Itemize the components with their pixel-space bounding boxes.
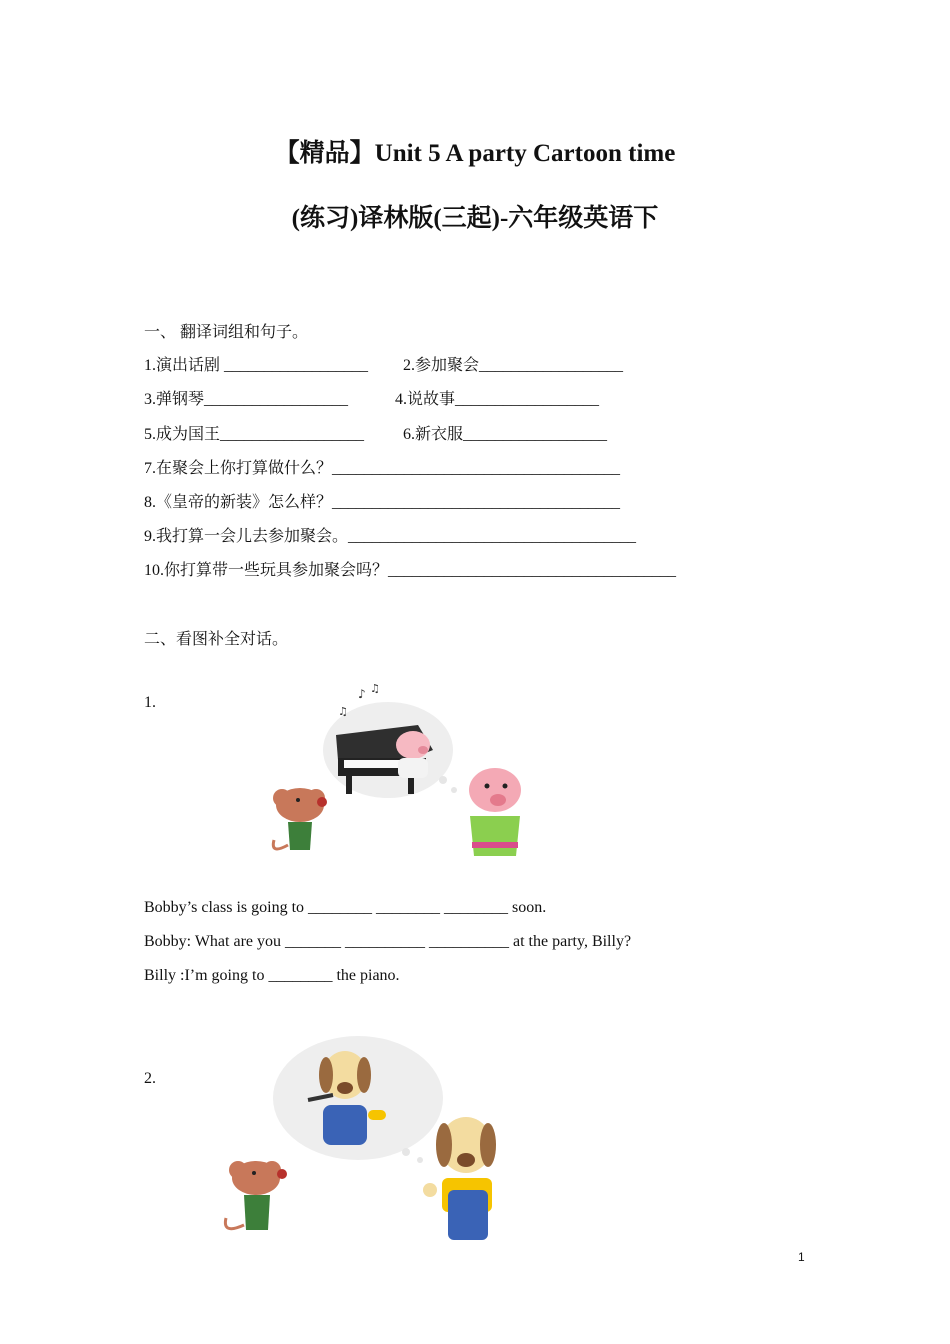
svg-text:♫: ♫ [370, 682, 380, 695]
dialog-line-2: Bobby: What are you _______ __________ __________ at the party, Billy? [144, 933, 632, 950]
singing-scene-illustration [208, 1030, 518, 1250]
svg-text:♫: ♫ [338, 705, 348, 718]
section-2-heading: 二、看图补全对话。 [144, 631, 289, 648]
question-1: 1.演出话剧 __________________ [144, 357, 369, 374]
dialog-line-3: Billy :I’m going to ________ the piano. [144, 967, 400, 984]
question-8: 8.《皇帝的新装》怎么样？____________________________________ [144, 494, 621, 511]
question-4: 4.说故事__________________ [395, 391, 600, 408]
svg-text:♪: ♪ [358, 687, 366, 701]
page-title-line-2: (练习)译林版(三起)-六年级英语下 [291, 205, 659, 232]
section-1-heading: 一、 翻译词组和句子。 [144, 324, 309, 341]
picture-question-2-number: 2. [144, 1070, 156, 1087]
question-3: 3.弹钢琴__________________ [144, 391, 349, 408]
question-7: 7.在聚会上你打算做什么？____________________________________ [144, 460, 621, 477]
picture-question-1-number: 1. [144, 694, 156, 711]
question-6: 6.新衣服__________________ [403, 426, 608, 443]
question-9: 9.我打算一会儿去参加聚会。____________________________________ [144, 528, 637, 545]
question-2: 2.参加聚会__________________ [403, 357, 624, 374]
page-title-line-1: 【精品】Unit 5 A party Cartoon time [274, 140, 676, 167]
question-10: 10.你打算带一些玩具参加聚会吗？____________________________________ [144, 562, 677, 579]
page-number: 1 [798, 1250, 805, 1264]
question-5: 5.成为国王__________________ [144, 426, 365, 443]
piano-scene-illustration [258, 680, 528, 865]
dialog-line-1: Bobby’s class is going to ________ ________ ________ soon. [144, 899, 547, 916]
